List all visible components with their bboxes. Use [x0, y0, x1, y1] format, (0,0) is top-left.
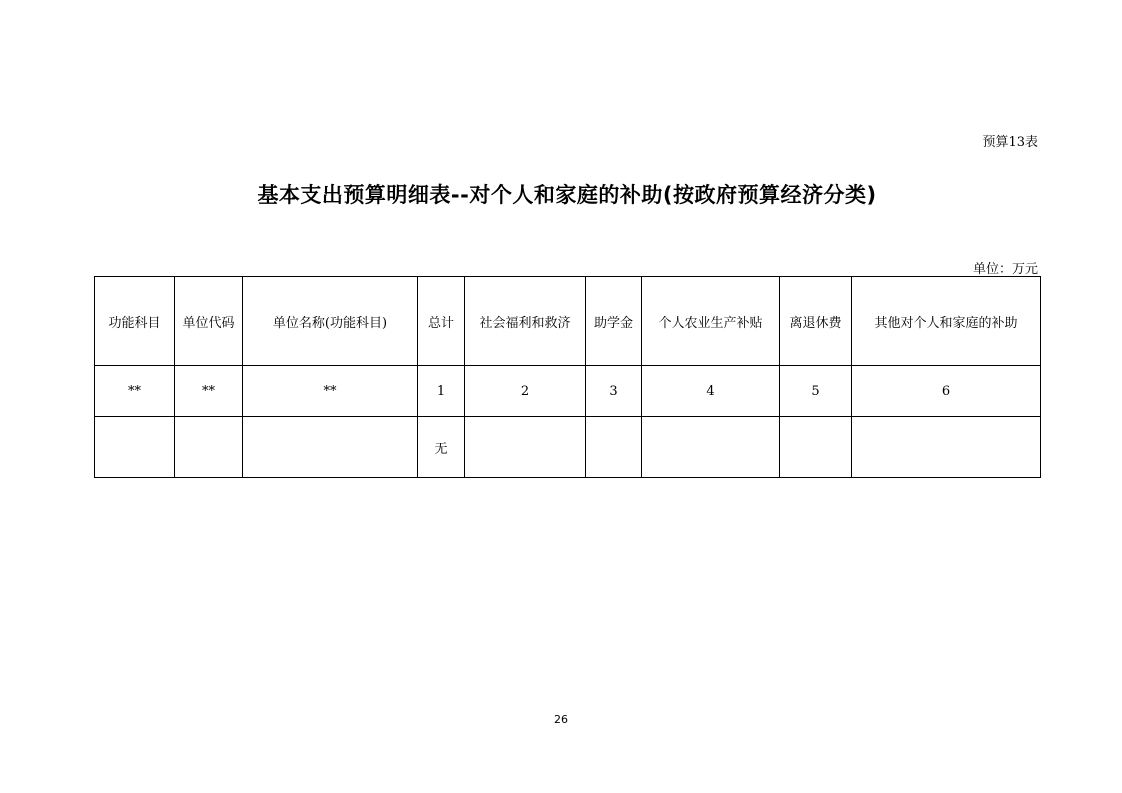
- table-cell: 4: [642, 366, 780, 417]
- table-cell: 6: [852, 366, 1041, 417]
- column-header: 功能科目: [95, 277, 175, 366]
- table-cell: 3: [586, 366, 642, 417]
- table-cell: **: [95, 366, 175, 417]
- column-header: 单位代码: [175, 277, 243, 366]
- table-index-row: [95, 366, 1041, 417]
- column-header: 离退休费: [780, 277, 852, 366]
- table-cell: 2: [465, 366, 586, 417]
- table-cell: 无: [418, 417, 465, 478]
- column-header: 其他对个人和家庭的补助: [852, 277, 1041, 366]
- table-cell: [175, 417, 243, 478]
- table-cell: [586, 417, 642, 478]
- table-cell: **: [243, 366, 418, 417]
- table-cell: [642, 417, 780, 478]
- table-row: [95, 417, 1041, 478]
- column-header: 总计: [418, 277, 465, 366]
- column-header: 单位名称(功能科目): [243, 277, 418, 366]
- table-cell: [95, 417, 175, 478]
- page-number: 26: [554, 713, 568, 726]
- table-cell: **: [175, 366, 243, 417]
- table-cell: [465, 417, 586, 478]
- table-cell: 1: [418, 366, 465, 417]
- table-cell: [243, 417, 418, 478]
- page-title: 基本支出预算明细表--对个人和家庭的补助(按政府预算经济分类): [257, 183, 877, 207]
- form-number: 预算13表: [982, 135, 1038, 150]
- column-header: 个人农业生产补贴: [642, 277, 780, 366]
- budget-detail-table: [94, 276, 1041, 478]
- table-cell: [780, 417, 852, 478]
- column-header: 社会福利和救济: [465, 277, 586, 366]
- table-cell: [852, 417, 1041, 478]
- unit-label: 单位：万元: [972, 262, 1038, 277]
- table-header-row: [95, 277, 1041, 366]
- table-cell: 5: [780, 366, 852, 417]
- column-header: 助学金: [586, 277, 642, 366]
